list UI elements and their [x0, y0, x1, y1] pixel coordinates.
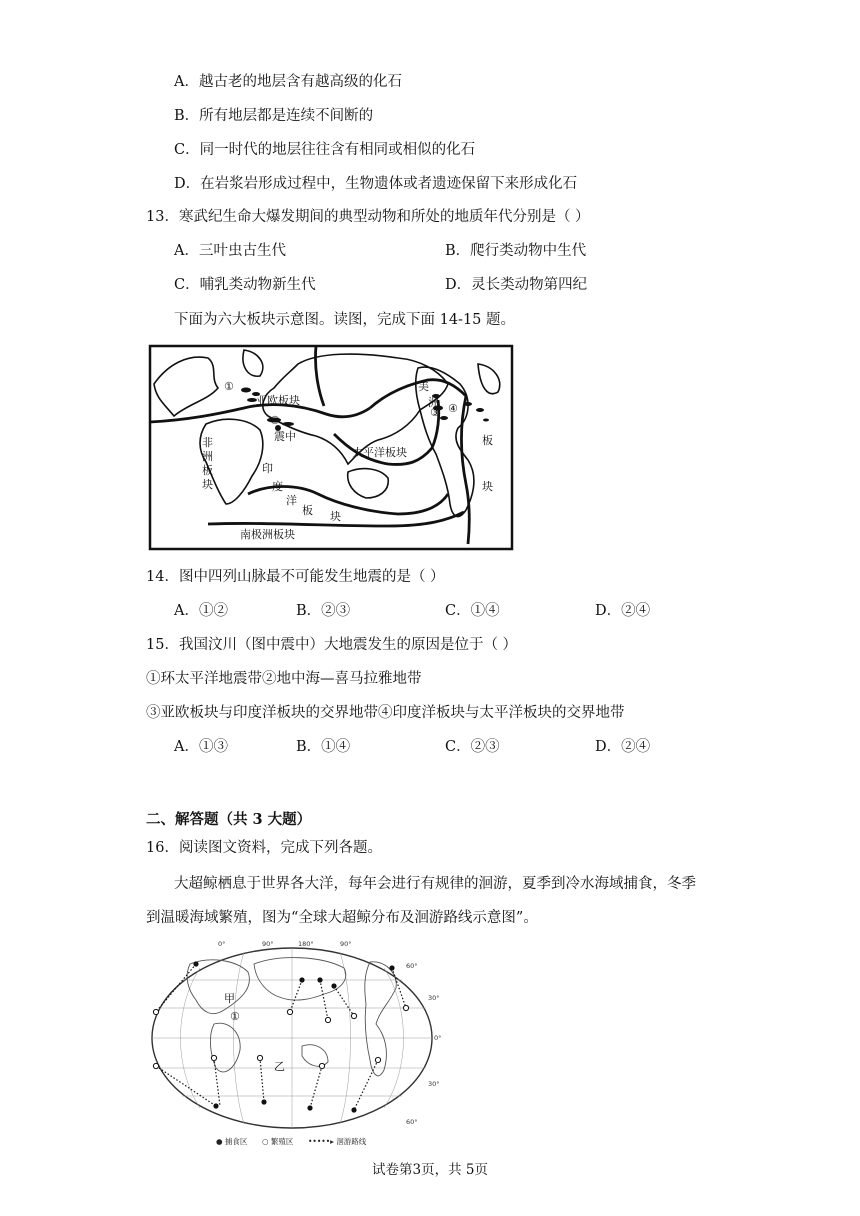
q14-option-a: A．①② — [174, 603, 228, 619]
label-one: ① — [230, 1010, 240, 1023]
eurasia-plate-label: 亚欧板块 — [256, 394, 300, 407]
q14-option-b: B．②③ — [296, 603, 351, 619]
legend-feeding: ● 捕食区 — [216, 1137, 248, 1146]
lon-label-0: 0° — [218, 940, 226, 948]
q15-stem: 15．我国汶川（图中震中）大地震发生的原因是位于（ ） — [146, 637, 518, 653]
antarctic-plate-label: 南极洲板块 — [240, 528, 295, 541]
q15-option-c: C．②③ — [445, 739, 500, 755]
q16-stem: 16．阅读图文资料，完成下列各题。 — [146, 840, 382, 856]
quake-epicenter-label: 震中 — [274, 430, 296, 443]
indian-plate-char-1: 印 — [262, 462, 273, 475]
mountain-3-label: ③ — [430, 406, 440, 419]
indian-plate-char-5: 块 — [330, 510, 341, 523]
q16-paragraph-1: 大超鲸栖息于世界各大洋，每年会进行有规律的洄游，夏季到冷水海域捕食，冬季 — [174, 876, 696, 892]
mountain-1-label: ① — [224, 380, 234, 393]
label-jia: 甲 — [224, 992, 235, 1005]
africa-plate-char-2: 洲 — [202, 450, 213, 463]
lat-label-60n: 60° — [406, 962, 418, 970]
lat-label-30s: 30° — [428, 1080, 440, 1088]
legend-breeding: ○ 繁殖区 — [262, 1137, 294, 1146]
america-plate-char-1: 板 — [482, 434, 493, 447]
section-2-heading: 二、解答题（共 3 大题） — [146, 811, 312, 828]
q15-statements-1: ①环太平洋地震带②地中海—喜马拉雅地带 — [146, 671, 422, 687]
q12-option-c: C．同一时代的地层往往含有相同或相似的化石 — [174, 142, 476, 158]
africa-plate-char-1: 非 — [202, 436, 213, 449]
q14-option-c: C．①④ — [445, 603, 500, 619]
q14-option-d: D．②④ — [595, 603, 651, 619]
indian-plate-char-4: 板 — [302, 504, 313, 517]
whale-migration-map — [144, 938, 444, 1148]
q15-statements-2: ③亚欧板块与印度洋板块的交界地带④印度洋板块与太平洋板块的交界地带 — [146, 705, 625, 721]
america-char-2: 洲 — [428, 396, 439, 409]
q16-paragraph-2: 到温暖海域繁殖，图为“全球大超鲸分布及洄游路线示意图”。 — [146, 910, 538, 926]
q13-option-d: D．灵长类动物第四纪 — [445, 277, 588, 293]
indian-plate-char-2: 度 — [272, 480, 283, 493]
plate-map-figure — [148, 344, 514, 552]
q14-stem: 14．图中四列山脉最不可能发生地震的是（ ） — [146, 569, 445, 585]
q12-option-d: D．在岩浆岩形成过程中，生物遗体或者遗迹保留下来形成化石 — [174, 176, 578, 192]
q15-option-a: A．①③ — [174, 739, 228, 755]
q13-stem: 13．寒武纪生命大爆发期间的典型动物和所处的地质年代分别是（ ） — [146, 209, 590, 225]
q13-option-c: C．哺乳类动物新生代 — [174, 277, 316, 293]
q15-option-b: B．①④ — [296, 739, 351, 755]
label-yi: 乙 — [274, 1060, 285, 1073]
q15-option-d: D．②④ — [595, 739, 651, 755]
lon-label-90w: 90° — [340, 940, 352, 948]
pacific-plate-label: 太平洋板块 — [352, 446, 407, 459]
intro-14-15: 下面为六大板块示意图。读图，完成下面 14-15 题。 — [174, 312, 516, 328]
america-plate-char-2: 块 — [482, 480, 493, 493]
mountain-4-label: ④ — [448, 402, 458, 415]
lat-label-0: 0° — [434, 1034, 442, 1042]
page-footer: 试卷第3页，共 5页 — [372, 1162, 488, 1178]
africa-plate-char-4: 块 — [202, 478, 213, 491]
mountain-2-label: ② — [270, 414, 280, 427]
lat-label-60s: 60° — [406, 1118, 418, 1126]
indian-plate-char-3: 洋 — [286, 494, 297, 507]
lon-label-180: 180° — [298, 940, 314, 948]
q13-option-b: B．爬行类动物中生代 — [445, 243, 587, 259]
q13-option-a: A．三叶虫古生代 — [174, 243, 286, 259]
lat-label-30n: 30° — [428, 994, 440, 1002]
lon-label-90e: 90° — [262, 940, 274, 948]
q12-option-a: A．越古老的地层含有越高级的化石 — [174, 74, 402, 90]
q12-option-b: B．所有地层都是连续不间断的 — [174, 108, 374, 124]
america-char-1: 美 — [418, 380, 429, 393]
africa-plate-char-3: 板 — [202, 464, 213, 477]
legend-route: •••••▸ 洄游路线 — [308, 1137, 367, 1146]
